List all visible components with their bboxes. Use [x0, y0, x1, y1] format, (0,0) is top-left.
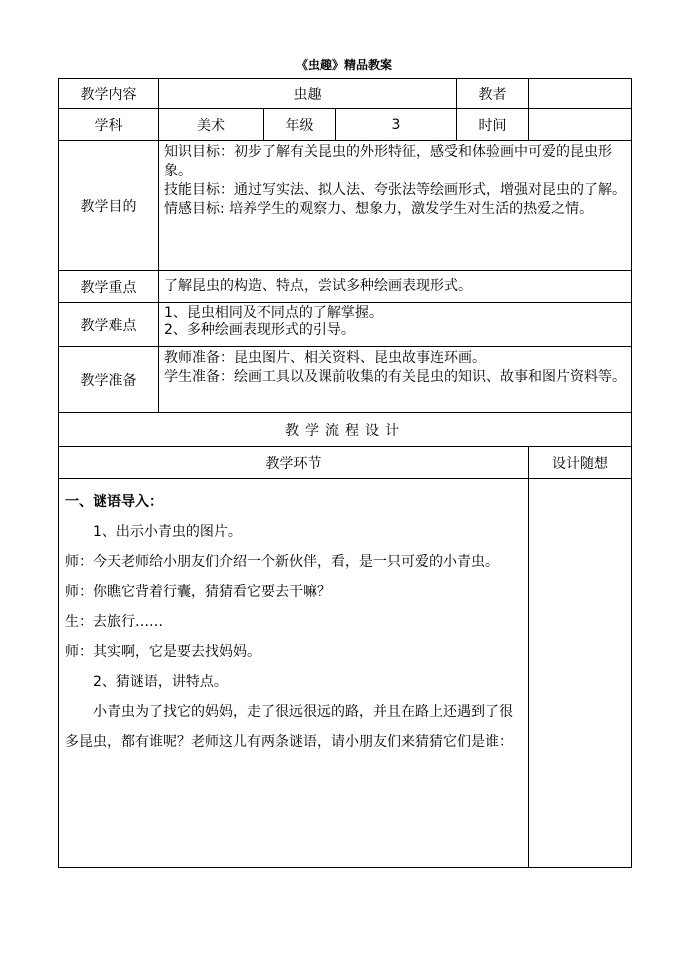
- column-steps: 教学环节: [59, 447, 529, 479]
- step-1: 1、出示小青虫的图片。: [93, 524, 242, 540]
- label-content: 教学内容: [59, 79, 159, 109]
- label-teacher: 教者: [457, 79, 529, 109]
- row-objectives: [59, 141, 632, 271]
- preparation-teacher: 教师准备：昆虫图片、相关资料、昆虫故事连环画。: [164, 350, 486, 366]
- label-objectives: 教学目的: [59, 141, 159, 271]
- row-subject: [59, 109, 632, 141]
- objective-skill: 技能目标：通过写实法、拟人法、夸张法等绘画形式，增强对昆虫的了解。: [164, 182, 626, 198]
- label-grade: 年级: [264, 109, 336, 141]
- label-difficulties: 教学难点: [59, 303, 159, 347]
- objective-knowledge: 知识目标：初步了解有关昆虫的外形特征，感受和体验画中可爱的昆虫形象。: [164, 144, 612, 179]
- teacher-value: [529, 79, 632, 109]
- key-points-text: 了解昆虫的构造、特点，尝试多种绘画表现形式。: [159, 271, 632, 303]
- row-content: [59, 79, 632, 109]
- row-difficulties: [59, 303, 632, 347]
- document-title: 《虫趣》精品教案: [295, 58, 392, 72]
- objectives-text: [159, 141, 632, 271]
- flow-heading: 教学流程设计: [59, 413, 632, 447]
- time-value: [529, 109, 632, 141]
- flow-content: [59, 479, 529, 868]
- row-flow-heading: [59, 413, 632, 447]
- preparation-student: 学生准备：绘画工具以及课前收集的有关昆虫的知识、故事和图片资料等。: [164, 369, 626, 385]
- subject-value: 美术: [159, 109, 264, 141]
- column-notes: 设计随想: [529, 447, 632, 479]
- section-heading: 一、谜语导入：: [65, 494, 163, 510]
- row-key-points: [59, 271, 632, 303]
- difficulty-1: 1、昆虫相同及不同点的了解掌握。: [164, 305, 383, 321]
- narrative-paragraph: 小青虫为了找它的妈妈，走了很远很远的路，并且在路上还遇到了很多昆虫，都有谁呢？老师这儿有两条谜语，请小朋友们来猜猜它们是谁：: [65, 704, 513, 750]
- preparation-text: [159, 347, 632, 413]
- dialogue-line: 生：去旅行……: [65, 614, 163, 630]
- label-key-points: 教学重点: [59, 271, 159, 303]
- difficulties-text: [159, 303, 632, 347]
- row-preparation: [59, 347, 632, 413]
- notes-cell: [529, 479, 632, 868]
- content-value: 虫趣: [159, 79, 457, 109]
- grade-value: 3: [336, 109, 457, 141]
- lesson-plan-table: [58, 78, 632, 868]
- objective-emotion: 情感目标: 培养学生的观察力、想象力，激发学生对生活的热爱之情。: [164, 201, 594, 217]
- label-preparation: 教学准备: [59, 347, 159, 413]
- dialogue-line: 师：今天老师给小朋友们介绍一个新伙伴，看，是一只可爱的小青虫。: [65, 554, 499, 570]
- label-subject: 学科: [59, 109, 159, 141]
- row-flow-columns: [59, 447, 632, 479]
- label-time: 时间: [457, 109, 529, 141]
- difficulty-2: 2、多种绘画表现形式的引导。: [164, 322, 355, 338]
- step-2: 2、猜谜语，讲特点。: [93, 674, 228, 690]
- row-flow-body: [59, 479, 632, 868]
- dialogue-line: 师：其实啊，它是要去找妈妈。: [65, 644, 261, 660]
- dialogue-line: 师：你瞧它背着行囊，猜猜看它要去干嘛？: [65, 584, 331, 600]
